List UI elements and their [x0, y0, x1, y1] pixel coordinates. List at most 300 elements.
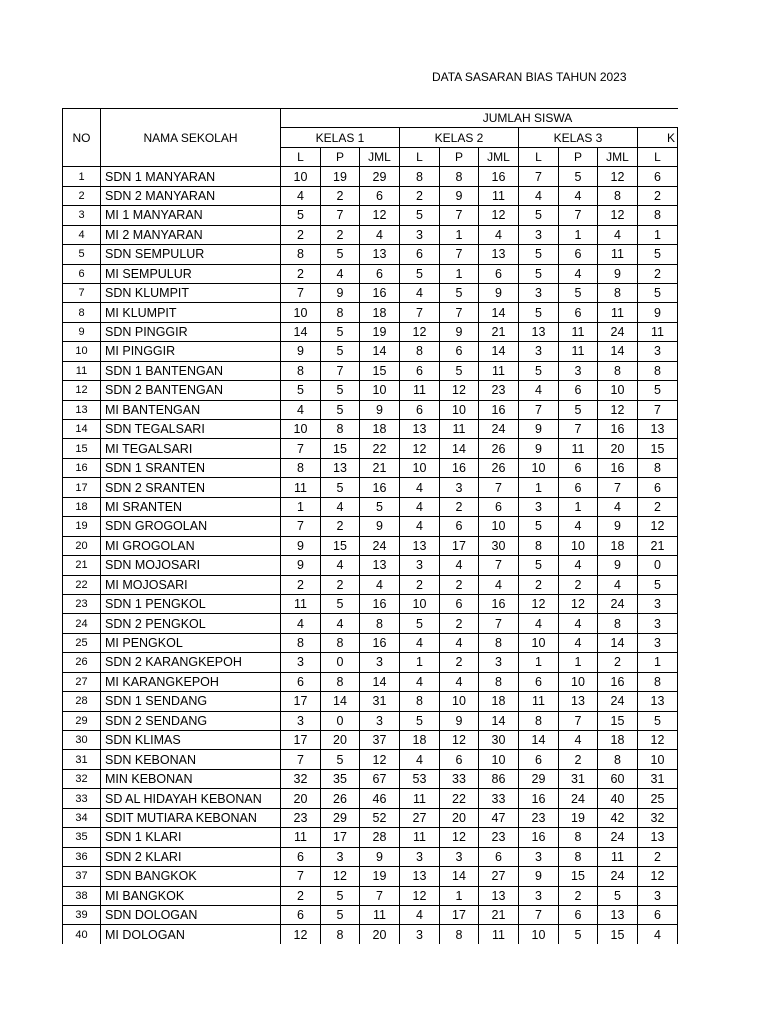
count-cell: 9	[281, 342, 321, 361]
count-cell: 4	[559, 731, 598, 750]
count-cell: 8	[638, 458, 678, 477]
school-name: SDN 1 SENDANG	[101, 692, 281, 711]
count-cell: 1	[559, 497, 598, 516]
count-cell: 6	[479, 264, 519, 283]
count-cell: 26	[321, 789, 360, 808]
count-cell: 8	[440, 167, 479, 186]
row-number: 20	[63, 536, 101, 555]
count-cell: 11	[281, 478, 321, 497]
count-cell: 2	[440, 614, 479, 633]
count-cell: 16	[360, 633, 400, 652]
header-grade-2: KELAS 2	[400, 128, 519, 147]
count-cell: 2	[281, 264, 321, 283]
table-row	[63, 750, 678, 769]
count-cell: 67	[360, 769, 400, 788]
row-number: 8	[63, 303, 101, 322]
count-cell: 42	[598, 808, 638, 827]
count-cell: 18	[360, 303, 400, 322]
count-cell: 3	[400, 925, 440, 944]
count-cell: 2	[281, 225, 321, 244]
count-cell: 10	[479, 517, 519, 536]
count-cell: 21	[360, 458, 400, 477]
school-name: MI KLUMPIT	[101, 303, 281, 322]
count-cell: 10	[519, 925, 559, 944]
count-cell: 13	[598, 905, 638, 924]
count-cell: 6	[479, 497, 519, 516]
table-row	[63, 361, 678, 380]
count-cell: 60	[598, 769, 638, 788]
count-cell: 8	[598, 750, 638, 769]
row-number: 12	[63, 381, 101, 400]
count-cell: 30	[479, 536, 519, 555]
count-cell: 4	[400, 633, 440, 652]
count-cell: 2	[440, 497, 479, 516]
count-cell: 17	[440, 536, 479, 555]
count-cell: 6	[360, 186, 400, 205]
school-name: MI MOJOSARI	[101, 575, 281, 594]
count-cell: 21	[479, 322, 519, 341]
school-name: MI KARANGKEPOH	[101, 672, 281, 691]
count-cell: 14	[479, 342, 519, 361]
count-cell: 8	[559, 847, 598, 866]
school-name: SDN 1 BANTENGAN	[101, 361, 281, 380]
count-cell: 9	[519, 439, 559, 458]
subheader-jml: JML	[479, 147, 519, 166]
school-name: SDN 2 MANYARAN	[101, 186, 281, 205]
count-cell: 5	[440, 361, 479, 380]
count-cell: 19	[321, 167, 360, 186]
count-cell: 6	[281, 905, 321, 924]
count-cell: 13	[400, 420, 440, 439]
count-cell: 11	[400, 789, 440, 808]
count-cell: 4	[479, 575, 519, 594]
count-cell: 5	[519, 245, 559, 264]
count-cell: 23	[519, 808, 559, 827]
count-cell: 8	[559, 828, 598, 847]
count-cell: 9	[519, 420, 559, 439]
count-cell: 21	[479, 905, 519, 924]
count-cell: 3	[400, 556, 440, 575]
school-name: MI PENGKOL	[101, 633, 281, 652]
table-row	[63, 925, 678, 944]
count-cell: 5	[400, 711, 440, 730]
row-number: 33	[63, 789, 101, 808]
school-name: SDN 1 SRANTEN	[101, 458, 281, 477]
count-cell: 33	[479, 789, 519, 808]
count-cell: 14	[479, 303, 519, 322]
count-cell: 8	[360, 614, 400, 633]
count-cell: 22	[440, 789, 479, 808]
count-cell: 11	[598, 847, 638, 866]
count-cell: 3	[281, 653, 321, 672]
row-number: 19	[63, 517, 101, 536]
data-table-viewport	[62, 108, 679, 944]
count-cell: 26	[479, 458, 519, 477]
count-cell: 17	[321, 828, 360, 847]
count-cell: 9	[360, 517, 400, 536]
table-row	[63, 556, 678, 575]
count-cell: 10	[360, 381, 400, 400]
count-cell: 4	[400, 517, 440, 536]
count-cell: 12	[440, 381, 479, 400]
count-cell: 32	[281, 769, 321, 788]
count-cell: 10	[400, 458, 440, 477]
count-cell: 6	[281, 847, 321, 866]
count-cell: 7	[519, 167, 559, 186]
row-number: 5	[63, 245, 101, 264]
count-cell: 10	[519, 633, 559, 652]
count-cell: 8	[400, 342, 440, 361]
count-cell: 14	[440, 439, 479, 458]
count-cell: 24	[598, 692, 638, 711]
count-cell: 4	[400, 478, 440, 497]
row-number: 23	[63, 594, 101, 613]
count-cell: 10	[440, 692, 479, 711]
count-cell: 11	[598, 245, 638, 264]
count-cell: 11	[360, 905, 400, 924]
table-row	[63, 536, 678, 555]
count-cell: 5	[519, 556, 559, 575]
count-cell: 16	[360, 478, 400, 497]
count-cell: 32	[638, 808, 678, 827]
count-cell: 6	[440, 594, 479, 613]
count-cell: 2	[598, 653, 638, 672]
count-cell: 24	[559, 789, 598, 808]
row-number: 26	[63, 653, 101, 672]
count-cell: 23	[281, 808, 321, 827]
count-cell: 16	[479, 167, 519, 186]
count-cell: 11	[479, 925, 519, 944]
count-cell: 12	[598, 206, 638, 225]
count-cell: 7	[321, 206, 360, 225]
count-cell: 4	[360, 225, 400, 244]
count-cell: 3	[638, 594, 678, 613]
count-cell: 7	[479, 556, 519, 575]
count-cell: 12	[400, 322, 440, 341]
count-cell: 4	[321, 497, 360, 516]
count-cell: 1	[281, 497, 321, 516]
count-cell: 10	[519, 458, 559, 477]
count-cell: 8	[281, 633, 321, 652]
count-cell: 5	[638, 711, 678, 730]
count-cell: 4	[400, 283, 440, 302]
count-cell: 3	[519, 886, 559, 905]
count-cell: 4	[479, 225, 519, 244]
count-cell: 12	[400, 886, 440, 905]
count-cell: 16	[519, 789, 559, 808]
table-row	[63, 322, 678, 341]
row-number: 21	[63, 556, 101, 575]
subheader-jml: JML	[360, 147, 400, 166]
count-cell: 13	[519, 322, 559, 341]
count-cell: 12	[321, 867, 360, 886]
count-cell: 53	[400, 769, 440, 788]
count-cell: 3	[479, 653, 519, 672]
count-cell: 2	[321, 186, 360, 205]
school-name: SDN PINGGIR	[101, 322, 281, 341]
count-cell: 16	[598, 420, 638, 439]
count-cell: 16	[479, 594, 519, 613]
row-number: 2	[63, 186, 101, 205]
count-cell: 7	[638, 400, 678, 419]
count-cell: 4	[400, 905, 440, 924]
count-cell: 4	[281, 614, 321, 633]
subheader-jml: JML	[598, 147, 638, 166]
subheader-l: L	[281, 147, 321, 166]
count-cell: 4	[598, 225, 638, 244]
count-cell: 4	[559, 614, 598, 633]
count-cell: 2	[638, 186, 678, 205]
count-cell: 18	[598, 536, 638, 555]
count-cell: 3	[638, 633, 678, 652]
count-cell: 5	[321, 750, 360, 769]
count-cell: 9	[598, 517, 638, 536]
count-cell: 18	[360, 420, 400, 439]
table-row	[63, 381, 678, 400]
count-cell: 5	[360, 497, 400, 516]
count-cell: 8	[598, 361, 638, 380]
table-row	[63, 828, 678, 847]
count-cell: 4	[400, 672, 440, 691]
count-cell: 3	[281, 711, 321, 730]
row-number: 22	[63, 575, 101, 594]
count-cell: 11	[281, 594, 321, 613]
row-number: 1	[63, 167, 101, 186]
table-row	[63, 458, 678, 477]
table-row	[63, 206, 678, 225]
count-cell: 12	[598, 167, 638, 186]
count-cell: 4	[559, 186, 598, 205]
count-cell: 13	[360, 245, 400, 264]
count-cell: 4	[321, 264, 360, 283]
row-number: 36	[63, 847, 101, 866]
count-cell: 3	[519, 225, 559, 244]
school-name: MIN KEBONAN	[101, 769, 281, 788]
count-cell: 3	[400, 847, 440, 866]
count-cell: 28	[360, 828, 400, 847]
count-cell: 5	[519, 361, 559, 380]
header-grade-4: K	[638, 128, 678, 147]
count-cell: 14	[440, 867, 479, 886]
count-cell: 12	[440, 731, 479, 750]
count-cell: 3	[360, 653, 400, 672]
count-cell: 5	[638, 283, 678, 302]
count-cell: 11	[519, 692, 559, 711]
count-cell: 1	[638, 225, 678, 244]
count-cell: 29	[360, 167, 400, 186]
table-row	[63, 517, 678, 536]
count-cell: 16	[598, 458, 638, 477]
count-cell: 3	[638, 342, 678, 361]
count-cell: 4	[400, 750, 440, 769]
count-cell: 2	[321, 225, 360, 244]
table-row	[63, 478, 678, 497]
count-cell: 5	[281, 381, 321, 400]
count-cell: 7	[281, 867, 321, 886]
table-row	[63, 420, 678, 439]
count-cell: 11	[598, 303, 638, 322]
count-cell: 1	[440, 886, 479, 905]
row-number: 13	[63, 400, 101, 419]
count-cell: 2	[559, 575, 598, 594]
count-cell: 5	[321, 594, 360, 613]
count-cell: 4	[598, 575, 638, 594]
count-cell: 17	[440, 905, 479, 924]
count-cell: 2	[559, 886, 598, 905]
count-cell: 15	[321, 439, 360, 458]
count-cell: 5	[321, 245, 360, 264]
table-row	[63, 789, 678, 808]
count-cell: 4	[559, 517, 598, 536]
count-cell: 12	[360, 206, 400, 225]
count-cell: 8	[638, 361, 678, 380]
count-cell: 15	[559, 867, 598, 886]
student-data-table	[62, 108, 678, 944]
count-cell: 8	[400, 167, 440, 186]
count-cell: 5	[638, 575, 678, 594]
count-cell: 14	[321, 692, 360, 711]
count-cell: 6	[400, 361, 440, 380]
count-cell: 5	[440, 283, 479, 302]
count-cell: 8	[479, 672, 519, 691]
count-cell: 10	[598, 381, 638, 400]
school-name: MI TEGALSARI	[101, 439, 281, 458]
count-cell: 19	[559, 808, 598, 827]
count-cell: 4	[281, 186, 321, 205]
count-cell: 13	[400, 867, 440, 886]
row-number: 3	[63, 206, 101, 225]
count-cell: 29	[519, 769, 559, 788]
count-cell: 8	[598, 614, 638, 633]
school-name: SDN SEMPULUR	[101, 245, 281, 264]
count-cell: 14	[598, 342, 638, 361]
school-name: SD AL HIDAYAH KEBONAN	[101, 789, 281, 808]
count-cell: 7	[360, 886, 400, 905]
count-cell: 3	[638, 614, 678, 633]
count-cell: 1	[440, 225, 479, 244]
subheader-p: P	[440, 147, 479, 166]
school-name: SDN GROGOLAN	[101, 517, 281, 536]
subheader-l: L	[400, 147, 440, 166]
count-cell: 9	[519, 867, 559, 886]
count-cell: 20	[281, 789, 321, 808]
count-cell: 2	[281, 575, 321, 594]
count-cell: 11	[479, 186, 519, 205]
count-cell: 4	[559, 556, 598, 575]
row-number: 38	[63, 886, 101, 905]
table-row	[63, 594, 678, 613]
count-cell: 5	[321, 905, 360, 924]
table-row	[63, 283, 678, 302]
count-cell: 13	[479, 886, 519, 905]
count-cell: 2	[400, 575, 440, 594]
count-cell: 4	[598, 497, 638, 516]
school-name: SDN 2 BANTENGAN	[101, 381, 281, 400]
count-cell: 9	[479, 283, 519, 302]
count-cell: 6	[638, 167, 678, 186]
school-name: MI PINGGIR	[101, 342, 281, 361]
count-cell: 31	[559, 769, 598, 788]
school-name: SDN 1 KLARI	[101, 828, 281, 847]
row-number: 18	[63, 497, 101, 516]
count-cell: 3	[440, 847, 479, 866]
count-cell: 5	[400, 206, 440, 225]
count-cell: 8	[479, 633, 519, 652]
count-cell: 4	[638, 925, 678, 944]
school-name: SDN KLIMAS	[101, 731, 281, 750]
count-cell: 2	[440, 575, 479, 594]
school-name: MI BANGKOK	[101, 886, 281, 905]
count-cell: 12	[519, 594, 559, 613]
table-row	[63, 731, 678, 750]
count-cell: 7	[479, 614, 519, 633]
count-cell: 13	[360, 556, 400, 575]
count-cell: 16	[440, 458, 479, 477]
count-cell: 1	[440, 264, 479, 283]
count-cell: 1	[519, 478, 559, 497]
count-cell: 3	[321, 847, 360, 866]
school-name: SDN 2 KARANGKEPOH	[101, 653, 281, 672]
count-cell: 14	[360, 672, 400, 691]
count-cell: 8	[638, 206, 678, 225]
count-cell: 11	[400, 828, 440, 847]
count-cell: 4	[321, 614, 360, 633]
school-name: MI BANTENGAN	[101, 400, 281, 419]
count-cell: 9	[360, 847, 400, 866]
count-cell: 8	[281, 458, 321, 477]
school-name: SDN BANGKOK	[101, 867, 281, 886]
count-cell: 3	[519, 847, 559, 866]
count-cell: 1	[559, 225, 598, 244]
school-name: SDN TEGALSARI	[101, 420, 281, 439]
school-name: SDN 2 SENDANG	[101, 711, 281, 730]
count-cell: 8	[440, 925, 479, 944]
count-cell: 47	[479, 808, 519, 827]
count-cell: 23	[479, 828, 519, 847]
count-cell: 16	[598, 672, 638, 691]
count-cell: 40	[598, 789, 638, 808]
header-total-students-label: JUMLAH SISWA	[482, 111, 573, 126]
row-number: 14	[63, 420, 101, 439]
count-cell: 4	[440, 633, 479, 652]
table-row	[63, 692, 678, 711]
school-name: MI 2 MANYARAN	[101, 225, 281, 244]
count-cell: 8	[519, 711, 559, 730]
count-cell: 7	[519, 400, 559, 419]
row-number: 40	[63, 925, 101, 944]
count-cell: 10	[559, 672, 598, 691]
count-cell: 24	[598, 828, 638, 847]
header-school-name: NAMA SEKOLAH	[101, 109, 281, 167]
school-name: MI 1 MANYARAN	[101, 206, 281, 225]
count-cell: 1	[638, 653, 678, 672]
count-cell: 8	[321, 633, 360, 652]
count-cell: 26	[479, 439, 519, 458]
count-cell: 6	[440, 517, 479, 536]
count-cell: 18	[400, 731, 440, 750]
table-row	[63, 867, 678, 886]
table-row	[63, 167, 678, 186]
count-cell: 5	[519, 303, 559, 322]
count-cell: 46	[360, 789, 400, 808]
count-cell: 8	[321, 420, 360, 439]
count-cell: 6	[559, 303, 598, 322]
count-cell: 12	[440, 828, 479, 847]
count-cell: 4	[281, 400, 321, 419]
count-cell: 7	[400, 303, 440, 322]
row-number: 27	[63, 672, 101, 691]
count-cell: 17	[281, 692, 321, 711]
